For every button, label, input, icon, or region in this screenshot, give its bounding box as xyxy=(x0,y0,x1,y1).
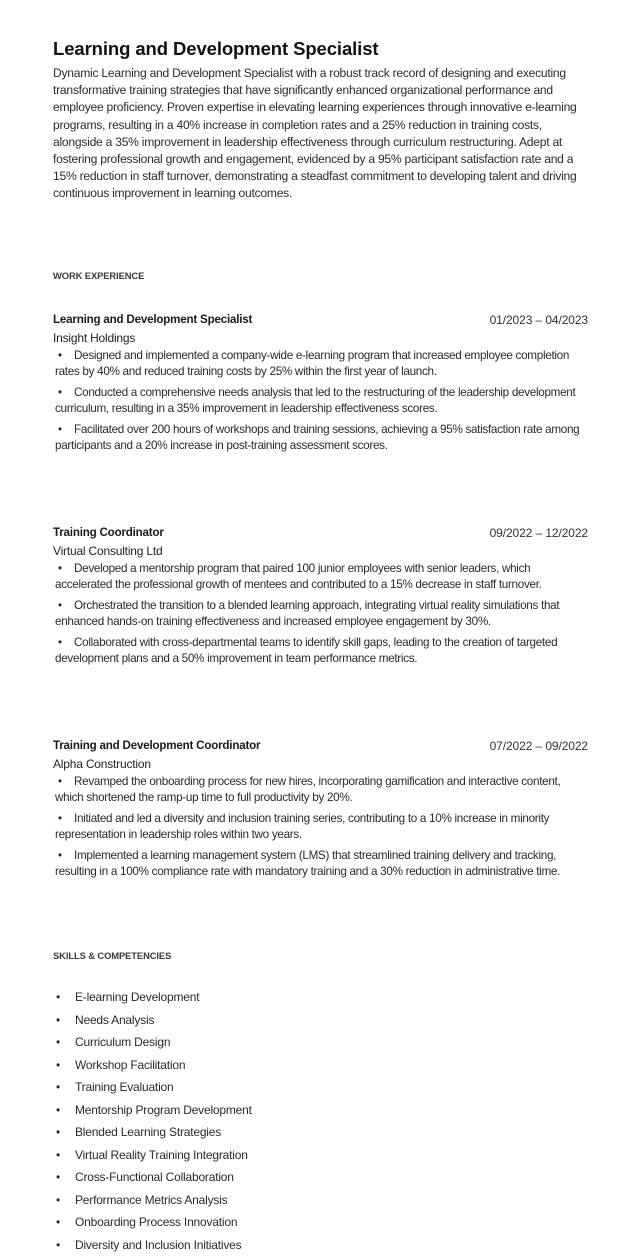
job-dates: 01/2023 – 04/2023 xyxy=(489,313,588,327)
skill-item: • Training Evaluation xyxy=(56,1080,174,1094)
job-title: Training and Development Coordinator xyxy=(53,739,261,752)
job-bullet: • Collaborated with cross-departmental teams to identify skill gaps, leading to the creation of targeted development plans and a 50% improvement in team performance metrics. xyxy=(55,636,558,666)
job-bullet: • Orchestrated the transition to a blended learning approach, integrating virtual reality simulations that enhanced hands-on training effectiveness and increased employee engagement by 30%. xyxy=(55,599,560,629)
skills-list xyxy=(56,986,252,1256)
job-entry xyxy=(53,737,588,885)
skills-heading: SKILLS & COMPETENCIES xyxy=(53,950,172,961)
skill-item: • Workshop Facilitation xyxy=(56,1057,186,1072)
skill-item: • Performance Metrics Analysis xyxy=(56,1192,228,1207)
skill-item: • Curriculum Design xyxy=(56,1035,171,1049)
skill-item: • Onboarding Process Innovation xyxy=(56,1215,238,1229)
job-bullet: • Facilitated over 200 hours of workshops and training sessions, achieving a 95% satisfaction rate among participants and a 20% increase in post-training assessment scores. xyxy=(55,423,580,453)
company-name: Virtual Consulting Ltd xyxy=(53,544,163,558)
job-bullet: • Implemented a learning management system (LMS) that streamlined training delivery and tracking, resulting in a 100% compliance rate with mandatory training and a 30% reduction in administrative time. xyxy=(55,849,561,879)
skill-item: • E-learning Development xyxy=(56,990,200,1004)
job-dates: 09/2022 – 12/2022 xyxy=(489,526,588,540)
job-bullet: • Designed and implemented a company-wide e-learning program that increased employee completion rates by 40% and reduced training costs by 25% within the first year of launch. xyxy=(55,349,570,379)
skill-item: • Needs Analysis xyxy=(56,1012,155,1027)
job-bullet: • Developed a mentorship program that paired 100 junior employees with senior leaders, which accelerated the professional growth of mentees and contributed to a 15% decrease in staff turnover. xyxy=(55,562,542,592)
job-bullets xyxy=(53,348,588,454)
job-title: Training Coordinator xyxy=(53,526,164,539)
skill-item: • Cross-Functional Collaboration xyxy=(56,1170,234,1184)
skill-item: • Mentorship Program Development xyxy=(56,1102,252,1117)
job-bullet: • Revamped the onboarding process for new hires, incorporating gamification and interactive content, which shortened the ramp-up time to full productivity by 20%. xyxy=(55,775,561,805)
job-bullet: • Initiated and led a diversity and inclusion training series, contributing to a 10% increase in minority representation in leadership roles within two years. xyxy=(55,812,550,842)
resume-title: Learning and Development Specialist xyxy=(53,38,379,59)
job-entry xyxy=(53,311,588,459)
job-entry xyxy=(53,524,588,672)
job-bullet: • Conducted a comprehensive needs analysis that led to the restructuring of the leadership development curriculum, resulting in a 35% improvement in leadership effectiveness scores. xyxy=(55,386,576,416)
job-bullets xyxy=(53,561,588,667)
professional-summary: Dynamic Learning and Development Specialist with a robust track record of designing and executing transformative training strategies that have significantly enhanced organizational performance and employee proficiency. Proven expertise in elevating learning experiences through innovative e-learning programs, resulting in a 40% increase in completion rates and a 25% reduction in training costs, alongside a 35% improvement in leadership effectiveness through curriculum restructuring. Adept at fostering professional growth and engagement, evidenced by a 95% participant satisfaction rate and a 15% reduction in staff turnover, demonstrating a steadfast commitment to developing talent and driving continuous improvement in learning outcomes. xyxy=(53,66,577,201)
job-bullets xyxy=(53,774,588,880)
job-dates: 07/2022 – 09/2022 xyxy=(489,739,588,753)
work-experience-heading: WORK EXPERIENCE xyxy=(53,270,145,281)
job-title: Learning and Development Specialist xyxy=(53,313,253,326)
skill-item: • Virtual Reality Training Integration xyxy=(56,1147,248,1162)
skill-item: • Diversity and Inclusion Initiatives xyxy=(56,1237,242,1252)
company-name: Insight Holdings xyxy=(53,331,136,345)
company-name: Alpha Construction xyxy=(53,757,151,771)
skill-item: • Blended Learning Strategies xyxy=(56,1125,222,1139)
